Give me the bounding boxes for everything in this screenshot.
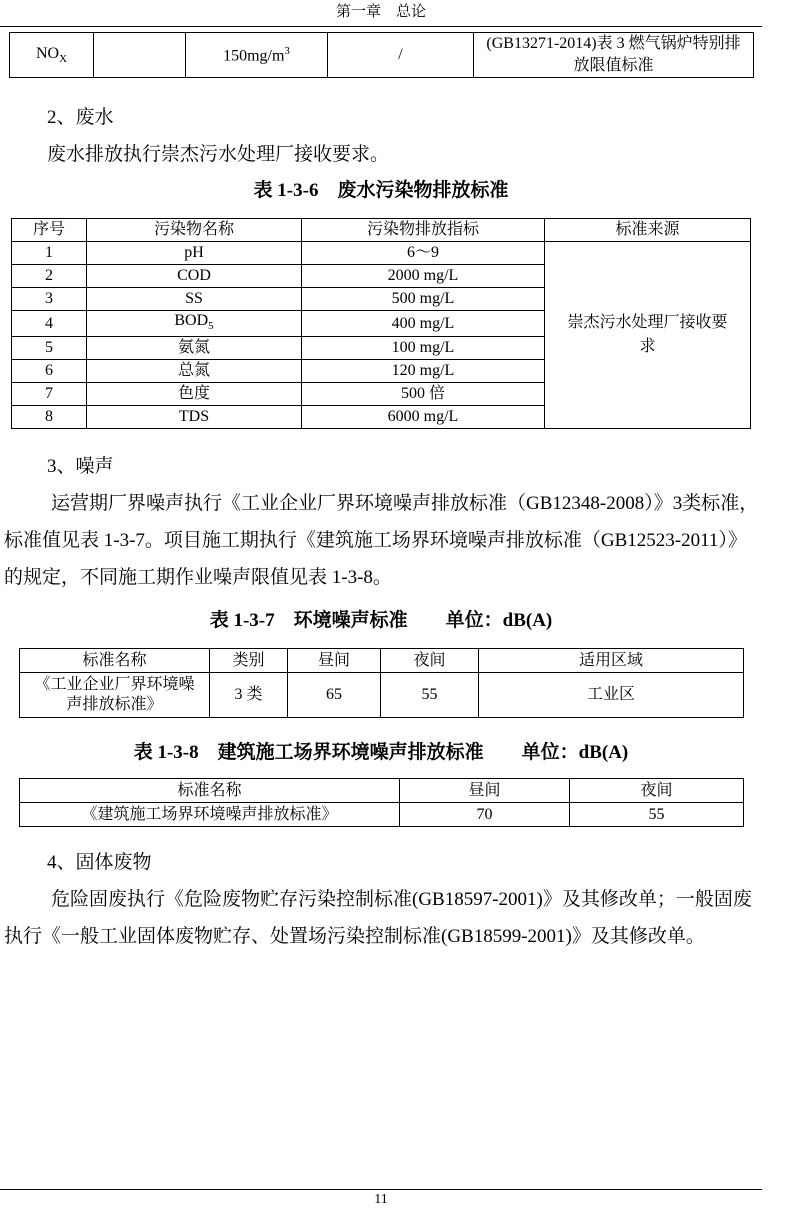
standard-source (545, 242, 751, 429)
table-row (20, 673, 744, 718)
noise-paragraph: 运营期厂界噪声执行《工业企业厂界环境噪声排放标准（GB12348-2008）》3类标准，标准值见表 1-3-7。项目施工期执行《建筑施工场界环境噪声排放标准（GB12523-2011）》的规定，不同施工期作业噪声限值见表 1-3-8。 (4, 493, 759, 588)
pollutant-limit: 120 mg/L (302, 360, 545, 383)
standard-cell: (GB13271-2014)表 3 燃气锅炉特别排放限值标准 (474, 33, 754, 78)
emission-standard-table-continued (9, 32, 754, 78)
pollutant-subscript: X (59, 52, 68, 65)
page-number: 11 (374, 1192, 388, 1207)
pollutant-name: 色度 (87, 383, 302, 406)
wastewater-paragraph: 废水排放执行崇杰污水处理厂接收要求。 (47, 144, 390, 165)
pollutant-name (87, 311, 302, 337)
header-cell: 适用区域 (479, 649, 744, 673)
pollutant-name: 氨氮 (87, 337, 302, 360)
pollutant-limit: 6000 mg/L (302, 406, 545, 429)
table-header-row (20, 779, 744, 803)
header-cell: 序号 (12, 219, 87, 242)
pollutant-subscript: 5 (208, 320, 214, 333)
standard-name: 《工业企业厂界环境噪声排放标准》 (20, 673, 210, 718)
header-cell: 昼间 (288, 649, 381, 673)
pollutant-name: COD (87, 265, 302, 288)
limit-cell (186, 33, 328, 78)
pollutant-limit: 2000 mg/L (302, 265, 545, 288)
environmental-noise-table (19, 648, 744, 718)
header-cell: 昼间 (400, 779, 570, 803)
limit-value: 150mg/m (223, 46, 285, 64)
applicable-area: 工业区 (479, 673, 744, 718)
standard-name: 《建筑施工场界环境噪声排放标准》 (20, 803, 400, 827)
header-cell: 污染物名称 (87, 219, 302, 242)
empty-cell (94, 33, 186, 78)
header-cell: 标准名称 (20, 649, 210, 673)
pollutant-limit: 500 倍 (302, 383, 545, 406)
pollutant-limit: 100 mg/L (302, 337, 545, 360)
pollutant-name: SS (87, 288, 302, 311)
standard-source-text: 崇杰污水处理厂接收要求 (567, 314, 728, 356)
table-row (12, 242, 751, 265)
table-caption-1-3-8: 表 1-3-8 建筑施工场界环境噪声排放标准 单位：dB(A) (133, 742, 629, 763)
table-header-row (12, 219, 751, 242)
pollutant-limit: 400 mg/L (302, 311, 545, 337)
table-row (10, 33, 754, 78)
pollutant-limit: 500 mg/L (302, 288, 545, 311)
row-number: 8 (12, 406, 87, 429)
pollutant-name: pH (87, 242, 302, 265)
row-number: 5 (12, 337, 87, 360)
solid-waste-paragraph: 危险固废执行《危险废物贮存污染控制标准(GB18597-2001)》及其修改单；一般固废执行《一般工业固体废物贮存、处置场污染控制标准(GB18599-2001)》及其修改单。 (4, 889, 752, 947)
row-number: 3 (12, 288, 87, 311)
header-cell: 标准名称 (20, 779, 400, 803)
row-number: 2 (12, 265, 87, 288)
header-cell: 夜间 (570, 779, 744, 803)
pollutant-name: 总氮 (87, 360, 302, 383)
row-number: 4 (12, 311, 87, 337)
construction-noise-table (19, 778, 744, 827)
day-limit: 65 (288, 673, 381, 718)
table-row (20, 803, 744, 827)
category: 3 类 (210, 673, 288, 718)
limit-superscript: 3 (284, 44, 290, 57)
pollutant-cell (10, 33, 94, 78)
page-header (0, 0, 762, 27)
pollutant-name: TDS (87, 406, 302, 429)
table-caption-1-3-7: 表 1-3-7 环境噪声标准 单位：dB(A) (209, 610, 553, 631)
night-limit: 55 (570, 803, 744, 827)
table-header-row (20, 649, 744, 673)
header-cell: 夜间 (381, 649, 479, 673)
row-number: 1 (12, 242, 87, 265)
pollutant-limit: 6～9 (302, 242, 545, 265)
section-heading-solid-waste: 4、固体废物 (47, 852, 152, 873)
header-cell: 污染物排放指标 (302, 219, 545, 242)
header-cell: 标准来源 (545, 219, 751, 242)
row-number: 7 (12, 383, 87, 406)
pollutant-name-text: BOD (174, 312, 209, 329)
row-number: 6 (12, 360, 87, 383)
chapter-title: 第一章 总论 (335, 4, 426, 20)
day-limit: 70 (400, 803, 570, 827)
section-heading-wastewater: 2、废水 (47, 107, 114, 128)
slash-cell: / (328, 33, 474, 78)
table-caption-1-3-6: 表 1-3-6 废水污染物排放标准 (253, 180, 509, 201)
night-limit: 55 (381, 673, 479, 718)
wastewater-standard-table (11, 218, 751, 429)
header-cell: 类别 (210, 649, 288, 673)
section-heading-noise: 3、噪声 (47, 456, 114, 477)
pollutant-name: NO (35, 44, 60, 62)
